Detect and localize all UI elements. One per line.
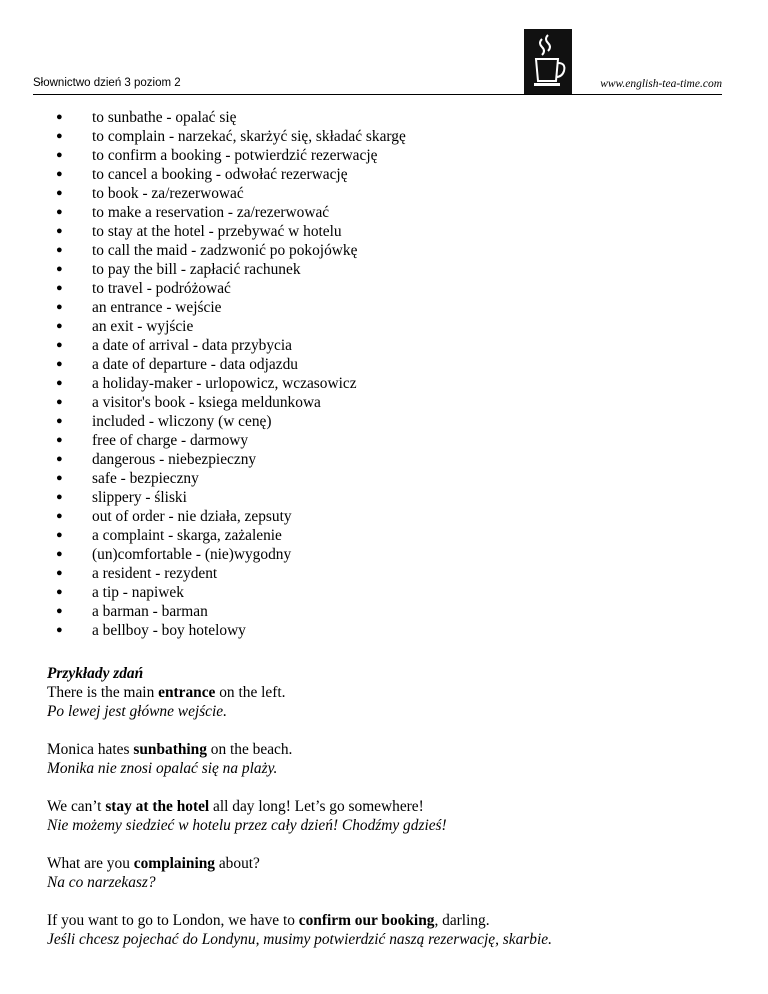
list-item: ● safe - bezpieczny [56, 470, 199, 487]
list-item: ● to call the maid - zadzwonić po pokojówkę [56, 242, 358, 259]
bullet-icon: ● [56, 225, 63, 237]
bullet-icon: ● [56, 263, 63, 275]
vocabulary-list [56, 108, 406, 640]
bullet-icon: ● [56, 396, 63, 408]
list-item: ● to book - za/rezerwować [56, 185, 244, 202]
bullet-icon: ● [56, 130, 63, 142]
list-item: ● a date of departure - data odjazdu [56, 356, 298, 373]
key-phrase: stay at the hotel [105, 798, 210, 815]
list-item: ● to complain - narzekać, skarżyć się, składać skargę [56, 128, 406, 145]
example-sentence-pl: Na co narzekasz? [47, 874, 156, 891]
bullet-icon: ● [56, 453, 63, 465]
bullet-icon: ● [56, 282, 63, 294]
list-item: ● a visitor's book - ksiega meldunkowa [56, 394, 321, 411]
bullet-icon: ● [56, 358, 63, 370]
list-item: ● dangerous - niebezpieczny [56, 451, 257, 468]
list-item: ● to pay the bill - zapłacić rachunek [56, 261, 301, 278]
header-divider [33, 94, 722, 95]
bullet-icon: ● [56, 244, 63, 256]
example-sentence-en: We can’t stay at the hotel all day long! Let’s go somewhere! [47, 798, 424, 815]
example-sentence-pl: Monika nie znosi opalać się na plaży. [47, 760, 278, 777]
bullet-icon: ● [56, 339, 63, 351]
list-item: ● free of charge - darmowy [56, 432, 249, 449]
bullet-icon: ● [56, 567, 63, 579]
examples-section [47, 664, 737, 949]
list-item: ● out of order - nie działa, zepsuty [56, 508, 292, 525]
bullet-icon: ● [56, 111, 63, 123]
bullet-icon: ● [56, 415, 63, 427]
list-item: ● included - wliczony (w cenę) [56, 413, 272, 430]
list-item: ● a resident - rezydent [56, 565, 218, 582]
bullet-icon: ● [56, 320, 63, 332]
spacer [47, 721, 737, 740]
bullet-icon: ● [56, 510, 63, 522]
bullet-icon: ● [56, 529, 63, 541]
teacup-icon [524, 29, 572, 95]
example-sentence-en: Monica hates sunbathing on the beach. [47, 741, 293, 758]
list-item: ● (un)comfortable - (nie)wygodny [56, 546, 292, 563]
key-phrase: sunbathing [133, 741, 207, 758]
bullet-icon: ● [56, 168, 63, 180]
example-sentence-en: There is the main entrance on the left. [47, 684, 286, 701]
list-item: ● slippery - śliski [56, 489, 187, 506]
example-sentence-en: If you want to go to London, we have to confirm our booking, darling. [47, 912, 490, 929]
list-item: ● a tip - napiwek [56, 584, 184, 601]
bullet-icon: ● [56, 624, 63, 636]
list-item: ● to stay at the hotel - przebywać w hotelu [56, 223, 342, 240]
bullet-icon: ● [56, 206, 63, 218]
bullet-icon: ● [56, 491, 63, 503]
bullet-icon: ● [56, 149, 63, 161]
bullet-icon: ● [56, 377, 63, 389]
list-item: ● to cancel a booking - odwołać rezerwację [56, 166, 348, 183]
bullet-icon: ● [56, 605, 63, 617]
tea-logo [524, 29, 572, 95]
bullet-icon: ● [56, 434, 63, 446]
examples-heading: Przykłady zdań [47, 665, 144, 682]
list-item: ● a date of arrival - data przybycia [56, 337, 292, 354]
bullet-icon: ● [56, 187, 63, 199]
list-item: ● a bellboy - boy hotelowy [56, 622, 246, 639]
list-item: ● to sunbathe - opalać się [56, 109, 237, 126]
example-sentence-pl: Po lewej jest główne wejście. [47, 703, 227, 720]
key-phrase: confirm our booking [298, 912, 435, 929]
list-item: ● an entrance - wejście [56, 299, 222, 316]
list-item: ● to make a reservation - za/rezerwować [56, 204, 330, 221]
list-item: ● to travel - podróżować [56, 280, 231, 297]
document-title: Słownictwo dzień 3 poziom 2 [33, 77, 181, 89]
key-phrase: entrance [158, 684, 216, 701]
example-sentence-en: What are you complaining about? [47, 855, 260, 872]
bullet-icon: ● [56, 301, 63, 313]
spacer [47, 835, 737, 854]
key-phrase: complaining [133, 855, 215, 872]
list-item: ● a holiday-maker - urlopowicz, wczasowicz [56, 375, 357, 392]
list-item: ● to confirm a booking - potwierdzić rezerwację [56, 147, 378, 164]
list-item: ● an exit - wyjście [56, 318, 194, 335]
example-sentence-pl: Nie możemy siedzieć w hotelu przez cały dzień! Chodźmy gdzieś! [47, 817, 447, 834]
spacer [47, 892, 737, 911]
website-link[interactable]: www.english-tea-time.com [600, 78, 722, 90]
example-sentence-pl: Jeśli chcesz pojechać do Londynu, musimy potwierdzić naszą rezerwację, skarbie. [47, 931, 552, 948]
spacer [47, 778, 737, 797]
list-item: ● a complaint - skarga, zażalenie [56, 527, 282, 544]
bullet-icon: ● [56, 472, 63, 484]
bullet-icon: ● [56, 548, 63, 560]
list-item: ● a barman - barman [56, 603, 208, 620]
bullet-icon: ● [56, 586, 63, 598]
